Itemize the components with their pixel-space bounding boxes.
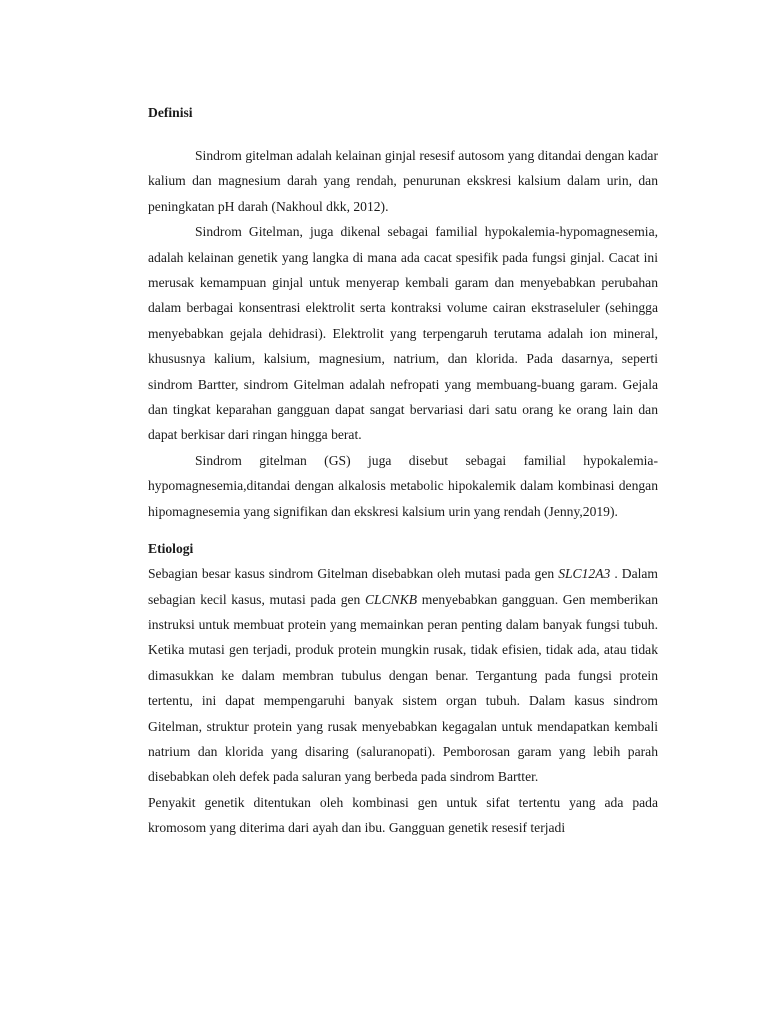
paragraph-etiologi-2: Penyakit genetik ditentukan oleh kombinasi gen untuk sifat tertentu yang ada pada kromosom yang diterima dari ayah dan ibu. Gangguan genetik resesif terjadi xyxy=(148,794,658,836)
section-heading-definisi: Definisi xyxy=(148,105,193,120)
paragraph-definisi-2: Sindrom Gitelman, juga dikenal sebagai familial hypokalemia-hypomagnesemia, adalah kelainan genetik yang langka di mana ada cacat spesifik pada fungsi ginjal. Cacat ini merusak kemampuan ginjal untuk menyerap kembali garam dan menyebabkan perubahan dalam berbagai konsentrasi elektrolit serta kontraksi volume cairan ekstraseluler (sehingga menyebabkan gejala dehidrasi). Elektrolit yang terpengaruh terutama adalah ion mineral, khususnya kalium, kalsium, magnesium, natrium, dan klorida. Pada dasarnya, seperti sindrom Bartter, sindrom Gitelman adalah nefropati yang membuang-buang garam. Gejala dan tingkat keparahan gangguan dapat sangat bervariasi dari satu orang ke orang lain dan dapat berkisar dari ringan hingga berat. xyxy=(148,224,658,443)
section-heading-etiologi: Etiologi xyxy=(148,541,194,557)
spacer xyxy=(148,524,658,536)
paragraph-definisi-3: Sindrom gitelman (GS) juga disebut sebagai familial hypokalemia-hypomagnesemia,ditandai dengan alkalosis metabolic hipokalemik dalam kombinasi dengan hipomagnesemia yang signifikan dan ekskresi kalsium urin yang rendah (Jenny,2019). xyxy=(148,452,658,519)
paragraph-text: Sebagian besar kasus sindrom Gitelman disebabkan oleh mutasi pada gen xyxy=(148,566,559,582)
paragraph-definisi-1: Sindrom gitelman adalah kelainan ginjal resesif autosom yang ditandai dengan kadar kalium dan magnesium darah yang rendah, penurunan ekskresi kalsium dalam urin, dan peningkatan pH darah (Nakhoul dkk, 2012). xyxy=(148,148,658,214)
spacer xyxy=(148,125,658,143)
paragraph-text: . Dalam sebagian kecil kasus, mutasi pada gen xyxy=(148,566,658,607)
paragraph-etiologi-1 xyxy=(148,561,658,790)
gene-name-clcnkb: CLCNKB xyxy=(364,591,418,607)
document-body xyxy=(148,100,658,841)
gene-name-slc12a3: SLC12A3 xyxy=(558,566,611,582)
paragraph-text: menyebabkan gangguan. Gen memberikan instruksi untuk membuat protein yang memainkan peran penting dalam banyak fungsi tubuh. Ketika mutasi gen terjadi, produk protein mungkin rusak, tidak efisien, tidak ada, atau tidak dimasukkan ke dalam membran tubulus dengan benar. Tergantung pada fungsi protein tertentu, ini dapat mempengaruhi banyak sistem organ tubuh. Dalam kasus sindrom Gitelman, struktur protein yang rusak menyebabkan kegagalan untuk mendapatkan kembali natrium dan klorida yang disaring (saluranopati). Pemborosan garam yang lebih parah disebabkan oleh defek pada saluran yang berbeda pada sindrom Bartter. xyxy=(148,591,658,785)
